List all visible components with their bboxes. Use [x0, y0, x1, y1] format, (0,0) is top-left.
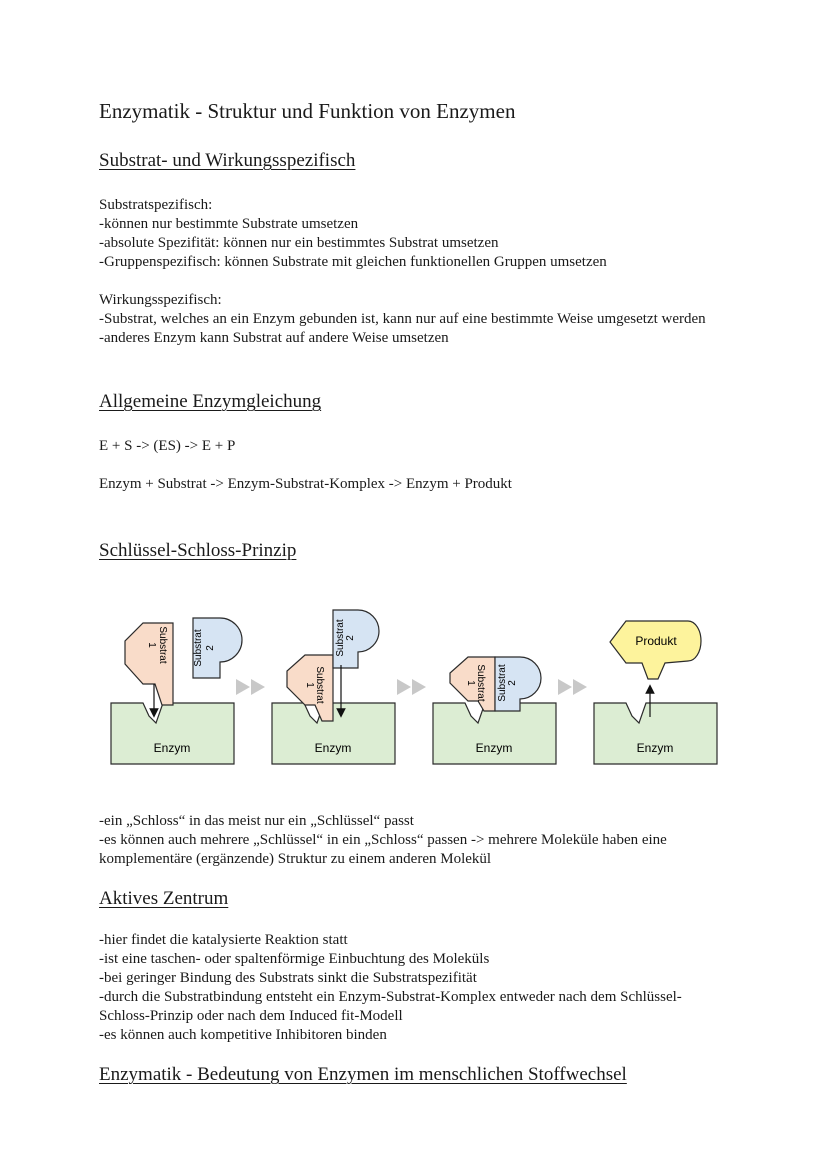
substrat-line: -können nur bestimmte Substrate umsetzen — [99, 216, 359, 232]
wirkung-line: -Substrat, welches an ein Enzym gebunden ist, kann nur auf eine bestimmte Weise umgesetzt werden — [99, 311, 706, 327]
lock-and-key-diagram — [100, 605, 730, 775]
panel-1 — [111, 618, 242, 764]
substrat-1-label: Substrat — [157, 626, 168, 664]
substrat-1-number: 1 — [465, 680, 476, 686]
enzyme-label: Enzym — [636, 741, 674, 755]
wirkung-title: Wirkungsspezifisch: — [99, 292, 222, 308]
zentrum-line: -ist eine taschen- oder spaltenförmige Einbuchtung des Moleküls — [99, 951, 490, 967]
equation-short: E + S -> (ES) -> E + P — [99, 438, 236, 454]
equation-long: Enzym + Substrat -> Enzym-Substrat-Komplex -> Enzym + Produkt — [99, 476, 512, 492]
substrat-2-label: Substrat — [335, 619, 346, 657]
document-title: Enzymatik - Struktur und Funktion von Enzymen — [99, 99, 516, 123]
heading-substrat-wirkungsspezifisch: Substrat- und Wirkungsspezifisch — [99, 150, 356, 171]
heading-enzymgleichung: Allgemeine Enzymgleichung — [99, 391, 322, 412]
substrat-title: Substratspezifisch: — [99, 197, 213, 213]
substrat-line: -absolute Spezifität: können nur ein bestimmtes Substrat umsetzen — [99, 235, 499, 251]
schloss-line: -ein „Schloss“ in das meist nur ein „Schlüssel“ passt — [99, 813, 414, 829]
substrat-1-label: Substrat — [314, 666, 325, 704]
panel-4 — [594, 621, 717, 764]
product-shape — [610, 621, 701, 679]
substrat-2-number: 2 — [507, 680, 518, 686]
enzyme-label: Enzym — [314, 741, 352, 755]
substrat-2-label: Substrat — [497, 664, 508, 702]
product-label: Produkt — [635, 634, 677, 648]
heading-schluessel-schloss: Schlüssel-Schloss-Prinzip — [99, 540, 297, 561]
substrat-1-label: Substrat — [475, 664, 486, 702]
paragraph-aktives-zentrum — [99, 931, 749, 1045]
substrat-1-number: 1 — [146, 642, 157, 648]
zentrum-line: -durch die Substratbindung entsteht ein Enzym-Substrat-Komplex entweder nach dem Schlüssel-Schloss-Prinzip oder nach dem Induced fit-Modell — [99, 989, 682, 1024]
panel-3 — [433, 657, 556, 764]
enzyme-label: Enzym — [153, 741, 191, 755]
paragraph-schluessel-schloss — [99, 812, 749, 869]
substrat-2-number: 2 — [345, 635, 356, 641]
schloss-line: -es können auch mehrere „Schlüssel“ in ein „Schloss“ passen -> mehrere Moleküle haben eine komplementäre (ergänzende) Struktur zu einem anderen Molekül — [99, 832, 667, 867]
transition-arrow-3 — [558, 679, 587, 695]
paragraph-substratspezifisch — [99, 196, 749, 272]
substrat-2-label: Substrat — [193, 629, 204, 667]
paragraph-wirkungsspezifisch — [99, 291, 749, 348]
zentrum-line: -es können auch kompetitive Inhibitoren binden — [99, 1027, 387, 1043]
panel-2 — [272, 610, 395, 764]
enzyme-label: Enzym — [475, 741, 513, 755]
substrat-2-number: 2 — [205, 645, 216, 651]
transition-arrow-1 — [236, 679, 265, 695]
transition-arrow-2 — [397, 679, 426, 695]
heading-bedeutung-stoffwechsel: Enzymatik - Bedeutung von Enzymen im menschlichen Stoffwechsel — [99, 1064, 627, 1085]
zentrum-line: -hier findet die katalysierte Reaktion statt — [99, 932, 348, 948]
wirkung-line: -anderes Enzym kann Substrat auf andere Weise umsetzen — [99, 330, 449, 346]
substrat-line: -Gruppenspezifisch: können Substrate mit gleichen funktionellen Gruppen umsetzen — [99, 254, 607, 270]
zentrum-line: -bei geringer Bindung des Substrats sinkt die Substratspezifität — [99, 970, 477, 986]
substrat-1-number: 1 — [304, 682, 315, 688]
heading-aktives-zentrum: Aktives Zentrum — [99, 888, 229, 909]
